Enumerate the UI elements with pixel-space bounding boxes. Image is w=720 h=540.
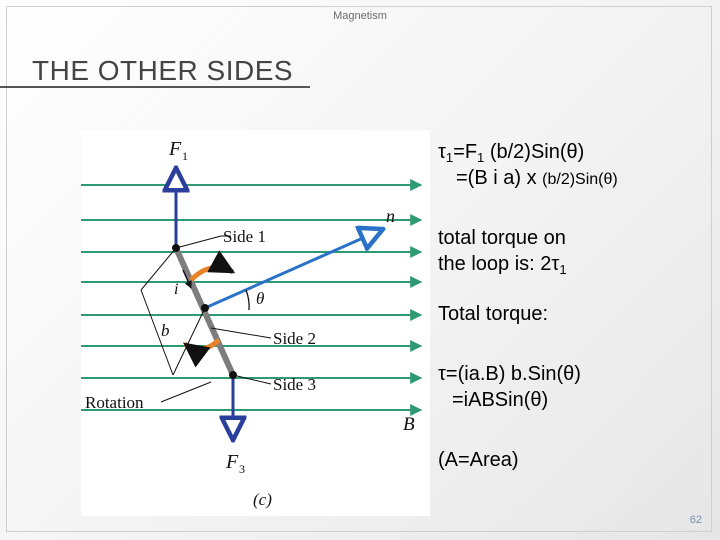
equation-tau1: $\tau_1=F_1$ (b/2)Sin(θ) bbox=[438, 141, 585, 165]
label-rotation: Rotation bbox=[85, 393, 144, 412]
area-note: (A=Area) bbox=[438, 449, 519, 471]
title-underline bbox=[0, 86, 310, 88]
torque-diagram bbox=[81, 130, 430, 516]
label-f3: F bbox=[226, 451, 239, 473]
total-torque-line2: the loop is: $2\tau_1$ bbox=[438, 253, 567, 277]
label-side2: Side 2 bbox=[273, 329, 316, 348]
rotation-arrow-upper bbox=[191, 268, 233, 281]
label-b-field: B bbox=[403, 414, 415, 435]
label-side1: Side 1 bbox=[223, 227, 266, 246]
rotation-arrow-lower bbox=[185, 340, 219, 349]
total-torque-label: Total torque: bbox=[438, 303, 549, 325]
page-number: 62 bbox=[689, 514, 702, 526]
label-n: n bbox=[386, 206, 395, 226]
equation-tau: τ=(ia.B) b.Sin(θ) bbox=[438, 363, 581, 385]
slide-title: THE OTHER SIDES bbox=[32, 55, 294, 86]
label-f1-sub: 1 bbox=[182, 149, 188, 163]
label-theta: θ bbox=[256, 289, 265, 308]
label-f1: F bbox=[169, 138, 182, 160]
torque-diagram-svg bbox=[81, 130, 430, 516]
label-caption: (c) bbox=[253, 490, 272, 509]
label-b: b bbox=[161, 321, 170, 340]
equation-bia: =(B i a) x (b/2)Sin(θ) bbox=[456, 167, 618, 189]
field-lines bbox=[81, 185, 421, 410]
label-side3: Side 3 bbox=[273, 375, 316, 394]
theta-arc bbox=[246, 290, 249, 310]
slide-topic: Magnetism bbox=[333, 10, 387, 22]
total-torque-line1: total torque on bbox=[438, 227, 566, 249]
label-i: i bbox=[174, 281, 179, 298]
label-f3-sub: 3 bbox=[239, 462, 245, 476]
equation-iabsin: =iABSin(θ) bbox=[452, 389, 549, 411]
